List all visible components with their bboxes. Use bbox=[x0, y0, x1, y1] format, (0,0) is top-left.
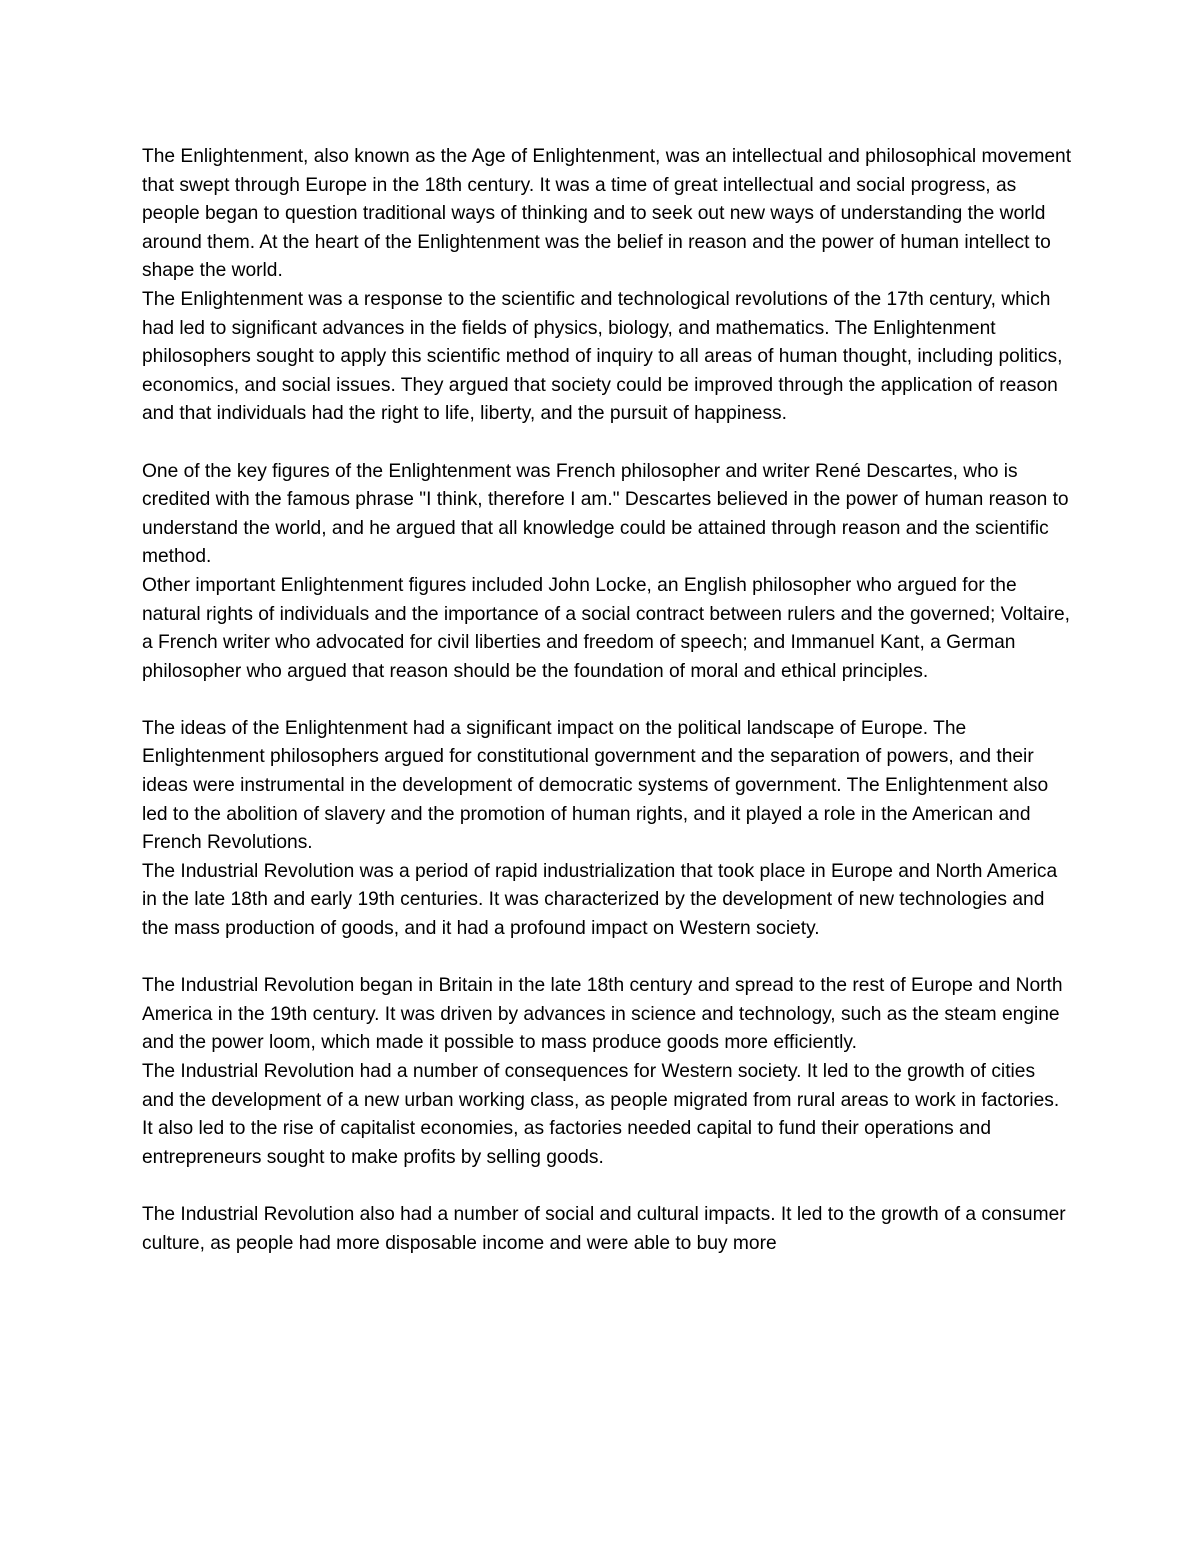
paragraph: The Industrial Revolution began in Britain in the late 18th century and spread to the rest of Europe and North America in the 19th century. It was driven by advances in science and technology, such as the steam engine and the power loom, which made it possible to mass produce goods more efficiently. bbox=[142, 975, 1063, 1054]
paragraph: The Enlightenment, also known as the Age of Enlightenment, was an intellectual and philosophical movement that swept through Europe in the 18th century. It was a time of great intellectual and social progress, as people began to question traditional ways of thinking and to seek out new ways of understanding the world around them. At the heart of the Enlightenment was the belief in reason and the power of human intellect to shape the world. bbox=[142, 146, 1072, 282]
paragraph: The Industrial Revolution was a period of rapid industrialization that took place in Europe and North America in the late 18th and early 19th centuries. It was characterized by the development of new technologies and the mass production of goods, and it had a profound impact on Western society. bbox=[142, 860, 1058, 940]
paragraph: Other important Enlightenment figures included John Locke, an English philosopher who argued for the natural rights of individuals and the importance of a social contract between rulers and the governed; Voltaire, a French writer who advocated for civil liberties and freedom of speech; and Immanuel Kant, a German philosopher who argued that reason should be the foundation of moral and ethical principles. bbox=[142, 574, 1070, 682]
paragraph: One of the key figures of the Enlightenment was French philosopher and writer René Descartes, who is credited with the famous phrase "I think, therefore I am." Descartes believed in the power of human reason to understand the world, and he argued that all knowledge could be attained through reason and the scientific method. bbox=[142, 460, 1069, 568]
paragraph: The ideas of the Enlightenment had a significant impact on the political landscape of Europe. The Enlightenment philosophers argued for constitutional government and the separation of powers, and their ideas were instrumental in the development of democratic systems of government. The Enlightenment also led to the abolition of slavery and the promotion of human rights, and it played a role in the American and French Revolutions. bbox=[142, 717, 1049, 854]
paragraph: The Industrial Revolution had a number of consequences for Western society. It led to the growth of cities and the development of a new urban working class, as people migrated from rural areas to work in factories. It also led to the rise of capitalist economies, as factories needed capital to fund their operations and entrepreneurs sought to make profits by selling goods. bbox=[142, 1061, 1060, 1168]
paragraph: The Industrial Revolution also had a number of social and cultural impacts. It led to the growth of a consumer culture, as people had more disposable income and were able to buy more bbox=[142, 1203, 1066, 1254]
paragraph: The Enlightenment was a response to the scientific and technological revolutions of the 17th century, which had led to significant advances in the fields of physics, biology, and mathematics. The Enlightenment philosophers sought to apply this scientific method of inquiry to all areas of human thought, including politics, economics, and social issues. They argued that society could be improved through the application of reason and that individuals had the right to life, liberty, and the pursuit of happiness. bbox=[142, 288, 1063, 425]
document-page bbox=[142, 143, 1072, 1258]
